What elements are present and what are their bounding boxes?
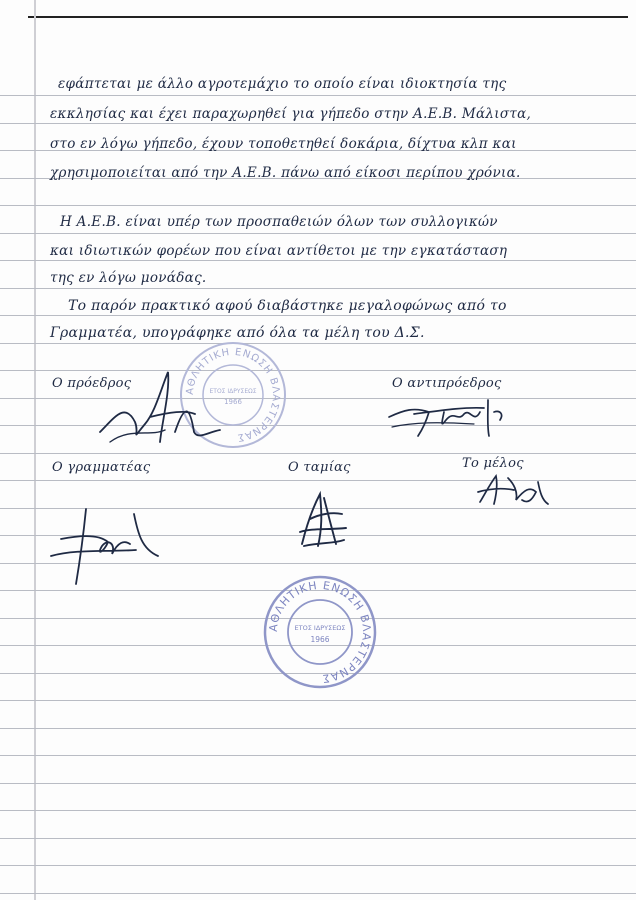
ruled-line bbox=[0, 95, 636, 96]
text-line: και ιδιωτικών φορέων που είναι αντίθετοι με την εγκατάσταση bbox=[50, 243, 508, 259]
top-border-line bbox=[28, 16, 628, 18]
ruled-line bbox=[0, 205, 636, 206]
stamp-year: 1966 bbox=[224, 398, 242, 406]
secretary-label: Ο γραμματέας bbox=[52, 460, 151, 475]
ruled-line bbox=[0, 783, 636, 784]
ruled-line bbox=[0, 453, 636, 454]
ruled-line bbox=[0, 260, 636, 261]
ruled-line bbox=[0, 810, 636, 811]
stamp-year: 1966 bbox=[310, 635, 330, 644]
stamp-center-text: ΕΤΟΣ ΙΔΡΥΣΕΩΣ bbox=[209, 388, 257, 395]
president-label: Ο πρόεδρος bbox=[52, 376, 132, 391]
secretary-signature bbox=[46, 494, 166, 594]
ruled-line bbox=[0, 123, 636, 124]
member-signature bbox=[474, 470, 554, 510]
ruled-line bbox=[0, 893, 636, 894]
text-line: εφάπτεται με άλλο αγροτεμάχιο το οποίο είναι ιδιοκτησία της bbox=[58, 76, 507, 92]
ruled-line bbox=[0, 838, 636, 839]
margin-line bbox=[34, 0, 36, 900]
stamp-ring-text: ΑΘΛΗΤΙΚΗ ΕΝΩΣΗ ΒΛΑΣΤΕΡΝΑΣ bbox=[266, 578, 374, 686]
ruled-line bbox=[0, 315, 636, 316]
ruled-line bbox=[0, 865, 636, 866]
text-line: Το παρόν πρακτικό αφού διαβάστηκε μεγαλοφώνως από το bbox=[68, 298, 507, 314]
ruled-line bbox=[0, 343, 636, 344]
club-stamp-lower bbox=[262, 574, 378, 690]
ruled-line bbox=[0, 700, 636, 701]
vice-president-label: Ο αντιπρόεδρος bbox=[392, 376, 502, 391]
stamp-center-text: ΕΤΟΣ ΙΔΡΥΣΕΩΣ bbox=[294, 624, 346, 632]
text-line: Γραμματέα, υπογράφηκε από όλα τα μέλη του Δ.Σ. bbox=[50, 325, 425, 341]
text-line: της εν λόγω μονάδας. bbox=[50, 270, 207, 286]
member-label: Το μέλος bbox=[462, 456, 524, 471]
ruled-line bbox=[0, 728, 636, 729]
text-line: στο εν λόγω γήπεδο, έχουν τοποθετηθεί δοκάρια, δίχτυα κλπ και bbox=[50, 136, 517, 152]
text-line: εκκλησίας και έχει παραχωρηθεί για γήπεδο στην Α.Ε.Β. Μάλιστα, bbox=[50, 106, 532, 122]
treasurer-signature bbox=[292, 484, 352, 554]
text-line: χρησιμοποιείται από την Α.Ε.Β. πάνω από είκοσι περίπου χρόνια. bbox=[50, 165, 521, 181]
vice-president-signature bbox=[384, 392, 514, 442]
text-line: Η Α.Ε.Β. είναι υπέρ των προσπαθειών όλων των συλλογικών bbox=[60, 214, 498, 230]
treasurer-label: Ο ταμίας bbox=[288, 460, 351, 475]
ruled-line bbox=[0, 288, 636, 289]
stamp-ring-text: ΑΘΛΗΤΙΚΗ ΕΝΩΣΗ ΒΛΑΣΤΕΡΝΑΣ bbox=[184, 346, 282, 443]
ruled-line bbox=[0, 755, 636, 756]
ruled-line bbox=[0, 233, 636, 234]
president-signature bbox=[90, 362, 230, 452]
